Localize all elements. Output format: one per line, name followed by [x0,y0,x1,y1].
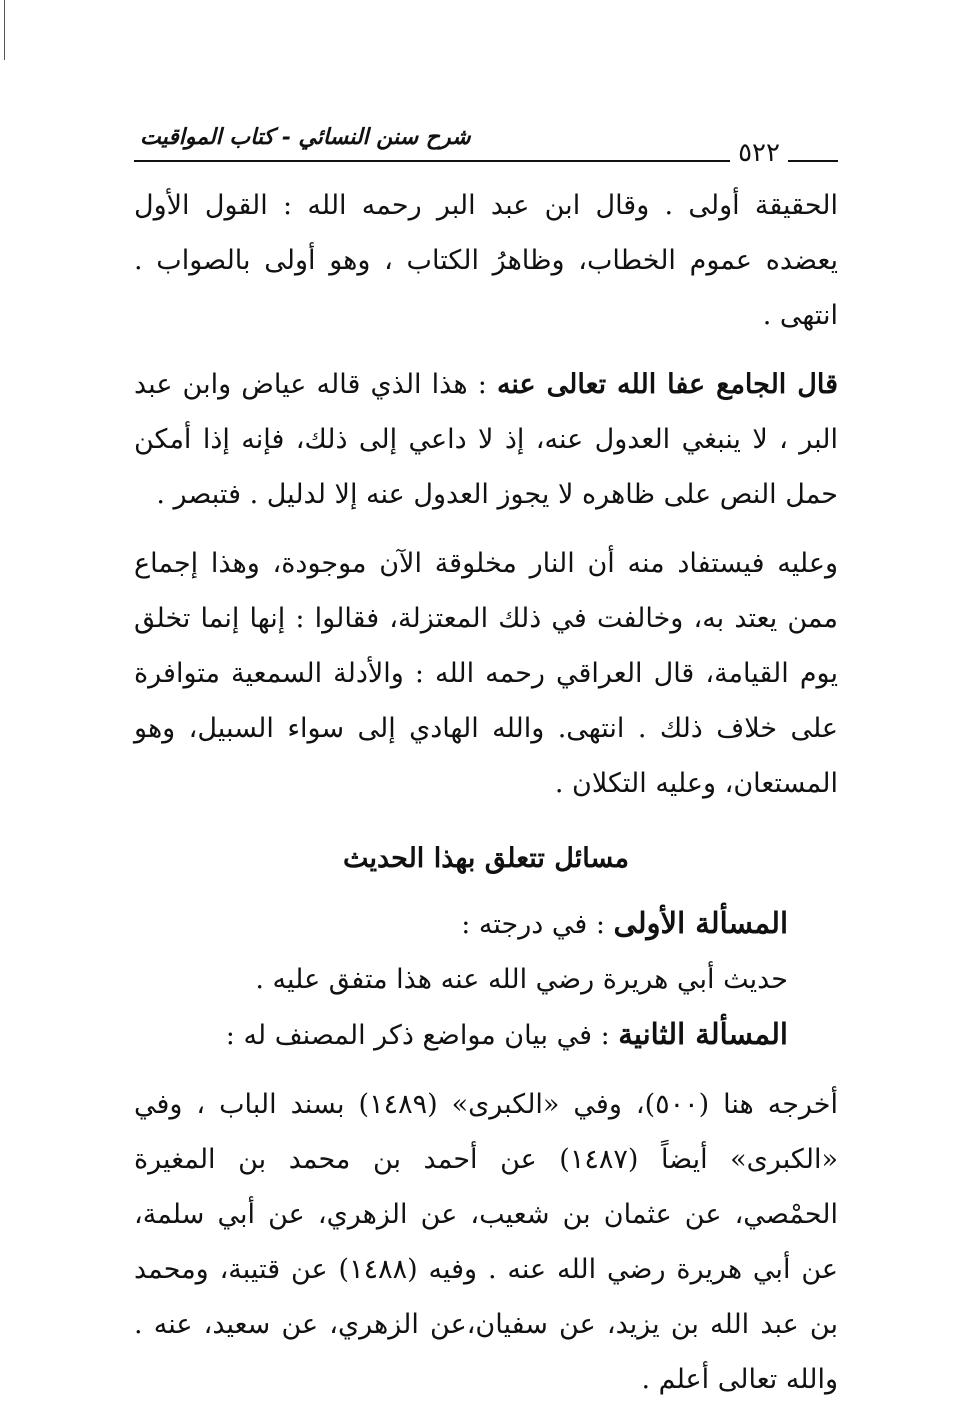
paragraph-2 [134,357,838,522]
paragraph-3: وعليه فيستفاد منه أن النار مخلوقة الآن موجودة، وهذا إجماع ممن يعتد به، وخالفت في ذلك المعتزلة، فقالوا : إنها إنما تخلق يوم القيامة، قال العراقي رحمه الله : والأدلة السمعية متوافرة على خلاف ذلك . انتهى. والله الهادي إلى سواء السبيل، وهو المستعان، وعليه التكلان . [134,548,838,799]
issue-2-subject: : في بيان مواضع ذكر المصنف له : [225,1020,610,1051]
section-heading: مسائل تتعلق بهذا الحديث [342,843,630,874]
page-header [134,118,838,168]
page-edge-rule [4,0,5,60]
page-body [134,178,838,1407]
running-title: شرح سنن النسائي - كتاب المواقيت [134,122,477,152]
issue-1-title [134,896,838,952]
issue-2-label: المسألة الثانية [618,1017,788,1051]
paragraph-final: أخرجه هنا (٥٠٠)، وفي «الكبرى» (١٤٨٩) بسند الباب ، وفي «الكبرى» أيضاً (١٤٨٧) عن أحمد بن محمد بن المغيرة الحمْصي، عن عثمان بن شعيب، عن الزهري، عن أبي سلمة، عن أبي هريرة رضي الله عنه . وفيه (١٤٨٨) عن قتيبة، ومحمد بن عبد الله بن يزيد، عن سفيان،عن الزهري، عن سعيد، عنه . والله تعالى أعلم . [134,1089,839,1395]
paragraph-2-text: : هذا الذي قاله عياض وابن عبد البر ، لا ينبغي العدول عنه، إذ لا داعي إلى ذلك، فإنه إذا أمكن حمل النص على ظاهره لا يجوز العدول عنه إلا لدليل . فتبصر . [134,369,838,510]
page-number: ٥٢٢ [730,138,788,168]
paragraph-1: الحقيقة أولى . وقال ابن عبد البر رحمه الله : القول الأول يعضده عموم الخطاب، وظاهرُ الكتاب ، وهو أولى بالصواب . انتهى . [134,190,838,331]
issue-1-subject: : في درجته : [461,909,605,940]
issue-1-label: المسألة الأولى [613,906,788,940]
paragraph-2-lead: قال الجامع عفا الله تعالى عنه [496,369,838,400]
issue-2-title [134,1007,838,1063]
issue-1-text: حديث أبي هريرة رضي الله عنه هذا متفق عليه . [255,964,788,995]
